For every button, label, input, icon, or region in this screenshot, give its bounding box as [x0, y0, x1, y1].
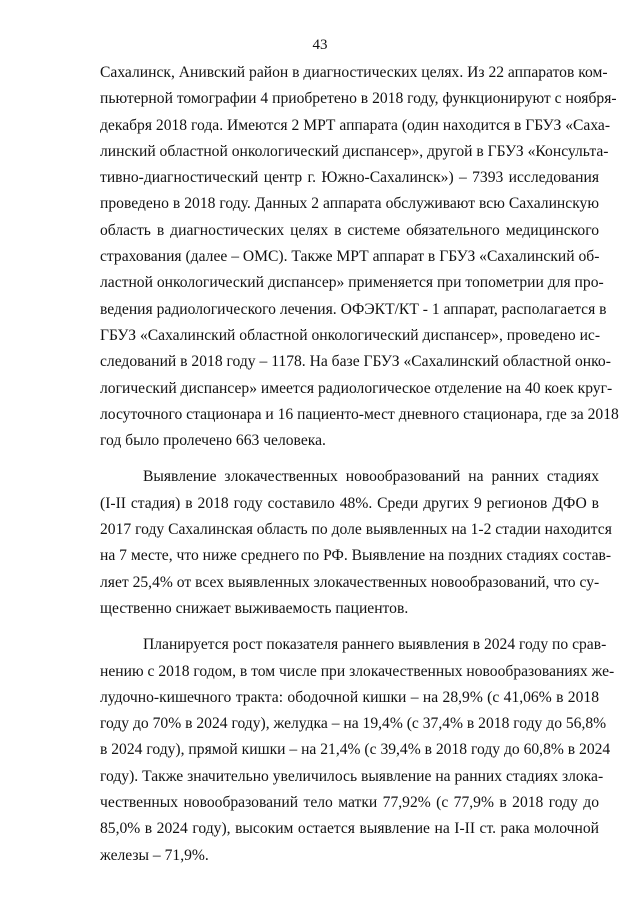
text-line: год было пролечено 663 человека. [100, 432, 326, 450]
text-line: 2017 году Сахалинская область по доле выявленных на 1-2 стадии находится [100, 521, 612, 539]
paragraph-1 [100, 60, 619, 454]
text-line: Планируется рост показателя раннего выявления в 2024 году по срав- [143, 636, 607, 654]
body-text [100, 60, 619, 869]
paragraph-spacer [100, 622, 599, 632]
text-line: нению с 2018 годом, в том числе при злокачественных новообразованиях же- [100, 662, 615, 680]
paragraph-2 [100, 464, 612, 622]
text-line: ГБУЗ «Сахалинский областной онкологический диспансер», проведено ис- [100, 326, 601, 344]
paragraph-3 [100, 632, 615, 869]
text-line: году). Также значительно увеличилось выявление на ранних стадиях злока- [100, 767, 604, 785]
text-line: чественных новообразований тело матки 77,92% (с 77,9% в 2018 году до [100, 794, 599, 812]
text-line: (I-II стадия) в 2018 году составило 48%. Среди других 9 регионов ДФО в [100, 494, 599, 512]
paragraph-spacer [100, 454, 599, 464]
text-line: страхования (далее – ОМС). Также МРТ аппарат в ГБУЗ «Сахалинский об- [100, 248, 600, 266]
text-line: пьютерной томографии 4 приобретено в 2018 году, функционируют с ноября- [100, 90, 617, 108]
text-line: лудочно-кишечного тракта: ободочной кишки – на 28,9% (с 41,06% в 2018 [100, 688, 599, 706]
text-line: железы – 71,9%. [100, 846, 209, 864]
text-line: щественно снижает выживаемость пациентов. [100, 599, 409, 617]
text-line: ляет 25,4% от всех выявленных злокачественных новообразований, что су- [100, 573, 600, 591]
text-line: следований в 2018 году – 1178. На базе ГБУЗ «Сахалинский областной онко- [100, 353, 611, 371]
text-line: на 7 месте, что ниже среднего по РФ. Выявление на поздних стадиях состав- [100, 547, 612, 565]
text-line: проведено в 2018 году. Данных 2 аппарата обслуживают всю Сахалинскую [100, 195, 599, 213]
text-line: Выявление злокачественных новообразований на ранних стадиях [143, 468, 599, 486]
text-line: декабря 2018 года. Имеются 2 МРТ аппарата (один находится в ГБУЗ «Саха- [100, 116, 611, 134]
text-line: ластной онкологический диспансер» применяется при топометрии для про- [100, 274, 604, 292]
text-line: в 2024 году), прямой кишки – на 21,4% (с 39,4% в 2018 году до 60,8% в 2024 [100, 741, 611, 759]
text-line: лосуточного стационара и 16 пациенто-мест дневного стационара, где за 2018 [100, 405, 619, 423]
text-line: году до 70% в 2024 году), желудка – на 19,4% (с 37,4% в 2018 году до 56,8% [100, 715, 607, 733]
text-line: ведения радиологического лечения. ОФЭКТ/КТ - 1 аппарат, располагается в [100, 300, 607, 318]
text-line: линский областной онкологический диспансер», другой в ГБУЗ «Консульта- [100, 142, 609, 160]
text-line: Сахалинск, Анивский район в диагностических целях. Из 22 аппаратов ком- [100, 64, 608, 81]
text-line: область в диагностических целях в системе обязательного медицинского [100, 221, 599, 239]
text-line: 85,0% в 2024 году), высоким остается выявление на I-II ст. рака молочной [100, 820, 599, 838]
page-number: 43 [312, 37, 328, 53]
text-line: логический диспансер» имеется радиологическое отделение на 40 коек круг- [100, 379, 613, 397]
text-line: тивно-диагностический центр г. Южно-Сахалинск») – 7393 исследования [100, 169, 599, 187]
